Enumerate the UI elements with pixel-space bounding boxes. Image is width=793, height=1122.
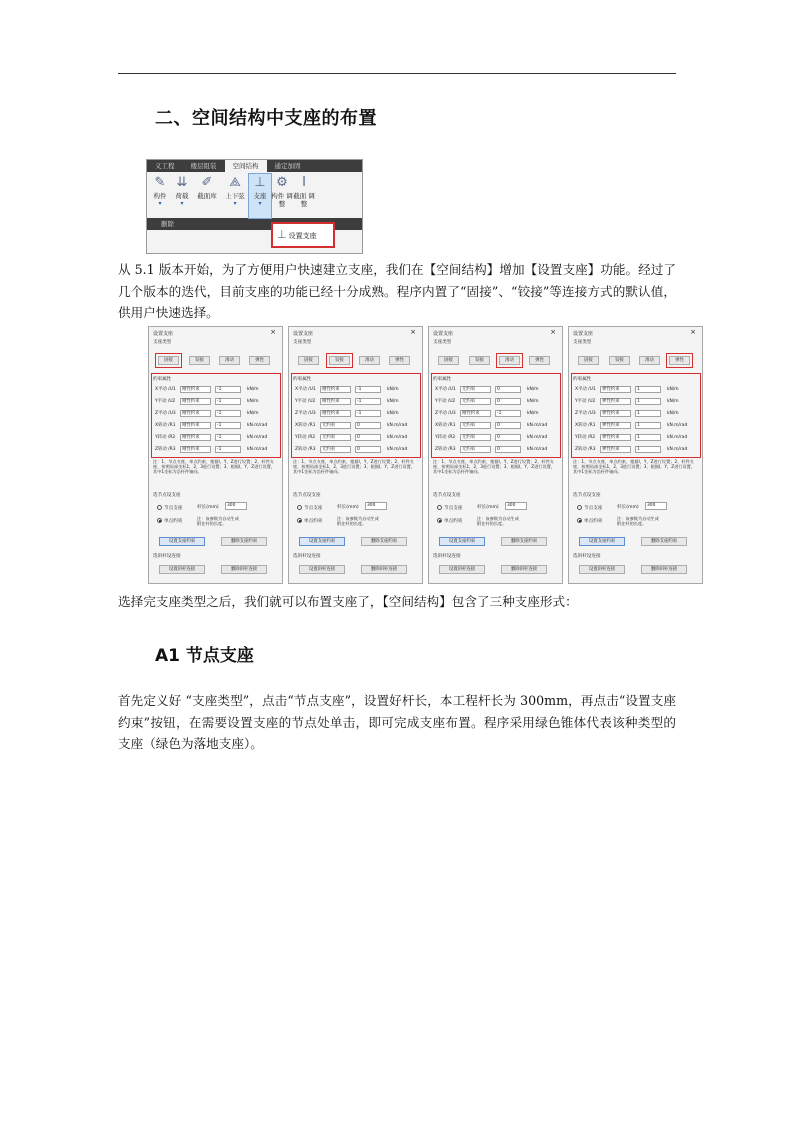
stiffness-input[interactable]: 0 [355,446,381,453]
unit-label: kN/m [247,399,259,404]
rod-length-input[interactable]: 300 [505,502,527,510]
constraint-dof-label: X转动 /R1 [295,423,316,428]
constraint-type-select[interactable]: 无约束 [320,422,351,429]
constraint-row [575,445,693,454]
type-sliding-button[interactable]: 滑动 [359,356,380,365]
stiffness-input[interactable]: 0 [495,422,521,429]
set-support-menu-item[interactable]: ⊥ 设置支座 [271,222,335,248]
constraint-note: 注：1、节点支座，单点约束，根据I，Y，Z进行设置；2、杆件支座，按照局部坐标1，2，3进行设置；3、根据I，Y，Z进行设置，其中1坐标为沿杆件轴向。 [573,459,696,474]
unit-label: kN.m/rad [527,423,548,428]
radio-rod-support[interactable]: 节点支座 [157,505,182,511]
close-icon[interactable]: × [410,328,416,336]
oblique-label: 选斜杆设连接 [153,554,181,559]
ribbon-toolbar [147,172,362,218]
rod-length-label: 杆长(mm) [477,505,499,510]
constraint-dof-label: Y转动 /R2 [575,435,596,440]
unit-label: kN/m [247,387,259,392]
constraint-type-select[interactable]: 无约束 [460,386,491,393]
unit-label: kN.m/rad [387,435,408,440]
stiffness-input[interactable]: -1 [355,398,381,405]
delete-constraint-button[interactable]: 删除支座约束 [641,537,687,546]
oblique-label: 选斜杆设连接 [433,554,461,559]
tool-section-adjust[interactable]: I 截面 调整 [293,175,315,208]
type-pinned-button[interactable]: 铰接 [609,356,630,365]
delete-oblique-button[interactable]: 删除斜杆连接 [641,565,687,574]
constraint-type-select[interactable]: 刚性约束 [180,422,211,429]
constraint-dof-label: Z平动 /U3 [435,411,456,416]
type-sliding-button[interactable]: 滑动 [639,356,660,365]
ribbon-tab-bar [147,160,362,172]
ribbon-tab-active[interactable]: 空间结构 [225,160,267,172]
unit-label: kN/m [527,399,539,404]
node-support-label: 选节点设支座 [573,493,601,498]
radio-on-icon [437,518,442,523]
constraint-row [575,409,693,418]
stiffness-input[interactable]: 0 [495,398,521,405]
constraint-type-select[interactable]: 刚性约束 [180,434,211,441]
constraint-dof-label: Z平动 /U3 [295,411,316,416]
selected-type-highlight [155,353,182,368]
stiffness-input[interactable]: 0 [495,446,521,453]
constraint-row [575,433,693,442]
set-constraint-button[interactable]: 设置支座约束 [579,537,625,546]
rod-length-label: 杆长(mm) [617,505,639,510]
chevron-down-icon: ▾ [180,200,184,207]
stiffness-input[interactable]: 0 [495,386,521,393]
pencil-icon: ✎ [154,175,166,190]
unit-label: kN.m/rad [387,447,408,452]
constraint-note: 注：1、节点支座，单点约束，根据I，Y，Z进行设置；2、杆件支座，按照局部坐标1，2，3进行设置；3、根据I，Y，Z进行设置，其中1坐标为沿杆件轴向。 [293,459,416,474]
stiffness-input[interactable]: 1 [635,386,661,393]
constraint-row [155,385,273,394]
stiffness-input[interactable]: -1 [355,410,381,417]
stiffness-input[interactable]: 1 [635,446,661,453]
constraint-dof-label: X平动 /U1 [435,387,456,392]
support-dialog [428,326,563,584]
delete-constraint-button[interactable]: 删除支座约束 [221,537,267,546]
constraint-type-select[interactable]: 无约束 [320,446,351,453]
constraint-dof-label: Y转动 /R2 [155,435,176,440]
constraint-row [575,385,693,394]
type-fixed-button[interactable]: 固接 [158,356,179,365]
constraint-dof-label: Z转动 /R3 [435,447,456,452]
delete-constraint-button[interactable]: 删除支座约束 [501,537,547,546]
node-support-label: 选节点设支座 [433,493,461,498]
dialog-title: 设置支座 [153,331,174,337]
constraint-row [575,397,693,406]
constraint-row [435,445,553,454]
constraint-label: 约束属性 [293,377,312,382]
radio-single-constraint[interactable]: 单点约束 [157,518,182,524]
close-icon[interactable]: × [550,328,556,336]
rod-length-note: 注：该参数为自动生成附住杆的长度。 [617,516,659,526]
stiffness-input[interactable]: 0 [355,434,381,441]
unit-label: kN.m/rad [527,447,548,452]
constraint-type-select[interactable]: 弹性约束 [600,398,631,405]
stiffness-input[interactable]: -1 [215,410,241,417]
radio-off-icon [157,505,162,510]
type-fixed-button[interactable]: 固接 [298,356,319,365]
unit-label: kN/m [247,411,259,416]
constraint-dof-label: Y平动 /U2 [155,399,176,404]
support-type-label: 支座类型 [153,340,172,345]
rod-length-label: 杆长(mm) [337,505,359,510]
unit-label: kN/m [667,387,679,392]
support-dialog [568,326,703,584]
type-pinned-button[interactable]: 铰接 [469,356,490,365]
selected-type-highlight [496,353,523,368]
delete-oblique-button[interactable]: 删除斜杆连接 [501,565,547,574]
stiffness-input[interactable]: -1 [215,446,241,453]
support-icon: ⊥ [277,228,287,241]
tool-support[interactable]: ⊥ 支座 ▾ [249,174,271,218]
paragraph: 选择完支座类型之后，我们就可以布置支座了，【空间结构】包含了三种支座形式： [118,594,578,609]
constraint-row [295,397,413,406]
section-heading: 二、空间结构中支座的布置 [155,108,377,129]
constraint-type-select[interactable]: 无约束 [320,434,351,441]
gear-icon: ⚙ [276,175,288,190]
dialog-title: 设置支座 [433,331,454,337]
constraint-dof-label: Z转动 /R3 [295,447,316,452]
constraint-note: 注：1、节点支座，单点约束，根据I，Y，Z进行设置；2、杆件支座，按照局部坐标1，2，3进行设置；3、根据I，Y，Z进行设置，其中1坐标为沿杆件轴向。 [153,459,276,474]
chevron-down-icon: ▾ [158,200,162,207]
radio-off-icon [297,505,302,510]
constraint-dof-label: Z转动 /R3 [575,447,596,452]
delete-constraint-button[interactable]: 删除支座约束 [361,537,407,546]
radio-rod-support[interactable]: 节点支座 [577,505,602,511]
rod-length-note: 注：该参数为自动生成附住杆的长度。 [337,516,379,526]
type-elastic-button[interactable]: 弹性 [249,356,270,365]
constraint-row [435,397,553,406]
radio-single-constraint[interactable]: 单点约束 [437,518,462,524]
type-fixed-button[interactable]: 固接 [438,356,459,365]
constraint-type-select[interactable]: 弹性约束 [600,386,631,393]
type-elastic-button[interactable]: 弹性 [669,356,690,365]
constraint-dof-label: X平动 /U1 [295,387,316,392]
set-constraint-button[interactable]: 设置支座约束 [299,537,345,546]
paragraph: 从 5.1 版本开始，为了方便用户快速建立支座，我们在【空间结构】增加【设置支座】功能。经过了几个版本的迭代，目前支座的功能已经十分成熟。程序内置了“固接”、“铰接”等连接方式的默认值，供用户快速选择。 [118,262,676,320]
rod-length-input[interactable]: 300 [645,502,667,510]
dialog-title: 设置支座 [293,331,314,337]
unit-label: kN.m/rad [247,435,268,440]
unit-label: kN.m/rad [247,447,268,452]
rod-length-note: 注：该参数为自动生成附住杆的长度。 [197,516,239,526]
unit-label: kN.m/rad [387,423,408,428]
constraint-row [295,409,413,418]
oblique-label: 选斜杆设连接 [293,554,321,559]
section-lib-icon: ✐ [201,175,213,190]
constraint-row [435,433,553,442]
constraint-dof-label: Z转动 /R3 [155,447,176,452]
constraint-type-select[interactable]: 刚性约束 [180,386,211,393]
dialog-title: 设置支座 [573,331,594,337]
unit-label: kN/m [387,387,399,392]
rod-length-note: 注：该参数为自动生成附住杆的长度。 [477,516,519,526]
radio-on-icon [577,518,582,523]
constraint-dof-label: X平动 /U1 [155,387,176,392]
stiffness-input[interactable]: -1 [495,410,521,417]
type-sliding-button[interactable]: 滑动 [499,356,520,365]
constraint-type-select[interactable]: 弹性约束 [600,410,631,417]
constraint-row [435,385,553,394]
unit-label: kN.m/rad [667,447,688,452]
constraint-type-select[interactable]: 无约束 [460,398,491,405]
set-oblique-button[interactable]: 设置斜杆连接 [159,565,205,574]
constraint-dof-label: X平动 /U1 [575,387,596,392]
support-icon: ⊥ [254,175,266,190]
tool-section-library[interactable]: ✐ 截面库 [193,174,221,218]
constraint-row [155,409,273,418]
radio-off-icon [577,505,582,510]
node-support-label: 选节点设支座 [293,493,321,498]
constraint-row [295,445,413,454]
constraint-type-select[interactable]: 刚性约束 [320,398,351,405]
support-dialog [148,326,283,584]
type-pinned-button[interactable]: 铰接 [189,356,210,365]
constraint-dof-label: Z平动 /U3 [575,411,596,416]
type-elastic-button[interactable]: 弹性 [389,356,410,365]
unit-label: kN.m/rad [527,435,548,440]
constraint-type-select[interactable]: 刚性约束 [180,410,211,417]
radio-rod-support[interactable]: 节点支座 [297,505,322,511]
constraint-dof-label: Y转动 /R2 [435,435,456,440]
chord-icon: ⟁ [229,175,241,190]
stiffness-input[interactable]: 0 [355,422,381,429]
constraint-dof-label: X转动 /R1 [575,423,596,428]
unit-label: kN.m/rad [247,423,268,428]
constraint-row [155,433,273,442]
radio-on-icon [157,518,162,523]
support-type-label: 支座类型 [433,340,452,345]
stiffness-input[interactable]: 1 [635,422,661,429]
set-constraint-button[interactable]: 设置支座约束 [159,537,205,546]
constraint-dof-label: Y平动 /U2 [435,399,456,404]
constraint-row [435,409,553,418]
constraint-row [575,421,693,430]
delete-oblique-button[interactable]: 删除斜杆连接 [361,565,407,574]
stiffness-input[interactable]: -1 [215,398,241,405]
delete-oblique-button[interactable]: 删除斜杆连接 [221,565,267,574]
constraint-dof-label: Y转动 /R2 [295,435,316,440]
tool-load[interactable]: ⇊ 荷载 ▾ [171,174,193,218]
unit-label: kN.m/rad [667,435,688,440]
radio-off-icon [437,505,442,510]
radio-on-icon [297,518,302,523]
constraint-row [295,433,413,442]
constraint-label: 约束属性 [433,377,452,382]
rod-length-input[interactable]: 300 [365,502,387,510]
constraint-type-select[interactable]: 无约束 [460,434,491,441]
radio-single-constraint[interactable]: 单点约束 [577,518,602,524]
set-oblique-button[interactable]: 设置斜杆连接 [439,565,485,574]
constraint-note: 注：1、节点支座，单点约束，根据I，Y，Z进行设置；2、杆件支座，按照局部坐标1，2，3进行设置；3、根据I，Y，Z进行设置，其中1坐标为沿杆件轴向。 [433,459,556,474]
constraint-type-select[interactable]: 刚性约束 [180,398,211,405]
type-fixed-button[interactable]: 固接 [578,356,599,365]
stiffness-input[interactable]: 1 [635,410,661,417]
type-sliding-button[interactable]: 滑动 [219,356,240,365]
selected-type-highlight [326,353,353,368]
tool-chord[interactable]: ⟁ 上下弦 ▾ [221,174,249,218]
close-icon[interactable]: × [270,328,276,336]
constraint-dof-label: Z平动 /U3 [155,411,176,416]
constraint-row [295,421,413,430]
unit-label: kN.m/rad [667,423,688,428]
stiffness-input[interactable]: 1 [635,398,661,405]
constraint-type-select[interactable]: 刚性约束 [460,410,491,417]
close-icon[interactable]: × [690,328,696,336]
stiffness-input[interactable]: -1 [355,386,381,393]
constraint-type-select[interactable]: 刚性约束 [320,410,351,417]
chevron-down-icon: ▾ [233,200,237,207]
unit-label: kN/m [387,411,399,416]
radio-single-constraint[interactable]: 单点约束 [297,518,322,524]
radio-rod-support[interactable]: 节点支座 [437,505,462,511]
rod-length-input[interactable]: 300 [225,502,247,510]
constraint-row [155,445,273,454]
constraint-type-select[interactable]: 无约束 [460,422,491,429]
type-pinned-button[interactable]: 铰接 [329,356,350,365]
constraint-type-select[interactable]: 无约束 [460,446,491,453]
unit-label: kN/m [527,411,539,416]
selected-type-highlight [666,353,693,368]
subsection-heading: A1 节点支座 [155,646,254,666]
unit-label: kN/m [527,387,539,392]
constraint-type-select[interactable]: 弹性约束 [600,422,631,429]
support-type-label: 支座类型 [293,340,312,345]
constraint-dof-label: X转动 /R1 [155,423,176,428]
unit-label: kN/m [387,399,399,404]
constraint-dof-label: X转动 /R1 [435,423,456,428]
oblique-label: 选斜杆设连接 [573,554,601,559]
constraint-row [295,385,413,394]
stiffness-input[interactable]: -1 [215,386,241,393]
tool-member-adjust[interactable]: ⚙ 构件 调整 [271,175,293,208]
constraint-type-select[interactable]: 弹性约束 [600,434,631,441]
stiffness-input[interactable]: -1 [215,422,241,429]
chevron-down-icon: ▾ [258,200,262,207]
ribbon-tab[interactable]: 通定加固 [274,162,301,170]
support-dialog [288,326,423,584]
ribbon-tab[interactable]: 楼层组装 [190,162,217,170]
constraint-row [155,397,273,406]
stiffness-input[interactable]: 0 [495,434,521,441]
node-support-label: 选节点设支座 [153,493,181,498]
ribbon-tab[interactable]: 义工程 [155,162,175,170]
set-oblique-button[interactable]: 设置斜杆连接 [299,565,345,574]
set-constraint-button[interactable]: 设置支座约束 [439,537,485,546]
constraint-type-select[interactable]: 刚性约束 [320,386,351,393]
type-elastic-button[interactable]: 弹性 [529,356,550,365]
unit-label: kN/m [667,411,679,416]
support-type-label: 支座类型 [573,340,592,345]
constraint-label: 约束属性 [573,377,592,382]
constraint-label: 约束属性 [153,377,172,382]
stiffness-input[interactable]: 1 [635,434,661,441]
paragraph: 首先定义好 “支座类型”，点击“节点支座”，设置好杆长，本工程杆长为 300mm，再点击“设置支座约束”按钮，在需要设置支座的节点处单击，即可完成支座布置。程序采用绿色锥体代表该种类型的支座（绿色为落地支座）。 [118,693,676,751]
ribbon-screenshot [146,159,363,254]
load-icon: ⇊ [176,175,188,190]
constraint-dof-label: Y平动 /U2 [575,399,596,404]
header-rule [118,73,676,74]
constraint-dof-label: Y平动 /U2 [295,399,316,404]
constraint-row [155,421,273,430]
constraint-type-select[interactable]: 弹性约束 [600,446,631,453]
constraint-row [435,421,553,430]
constraint-type-select[interactable]: 刚性约束 [180,446,211,453]
tool-member[interactable]: ✎ 构件 ▾ [149,174,171,218]
unit-label: kN/m [667,399,679,404]
set-oblique-button[interactable]: 设置斜杆连接 [579,565,625,574]
rod-length-label: 杆长(mm) [197,505,219,510]
ribbon-group-label: 删除 [147,218,362,230]
stiffness-input[interactable]: -1 [215,434,241,441]
i-beam-icon: I [302,175,306,190]
